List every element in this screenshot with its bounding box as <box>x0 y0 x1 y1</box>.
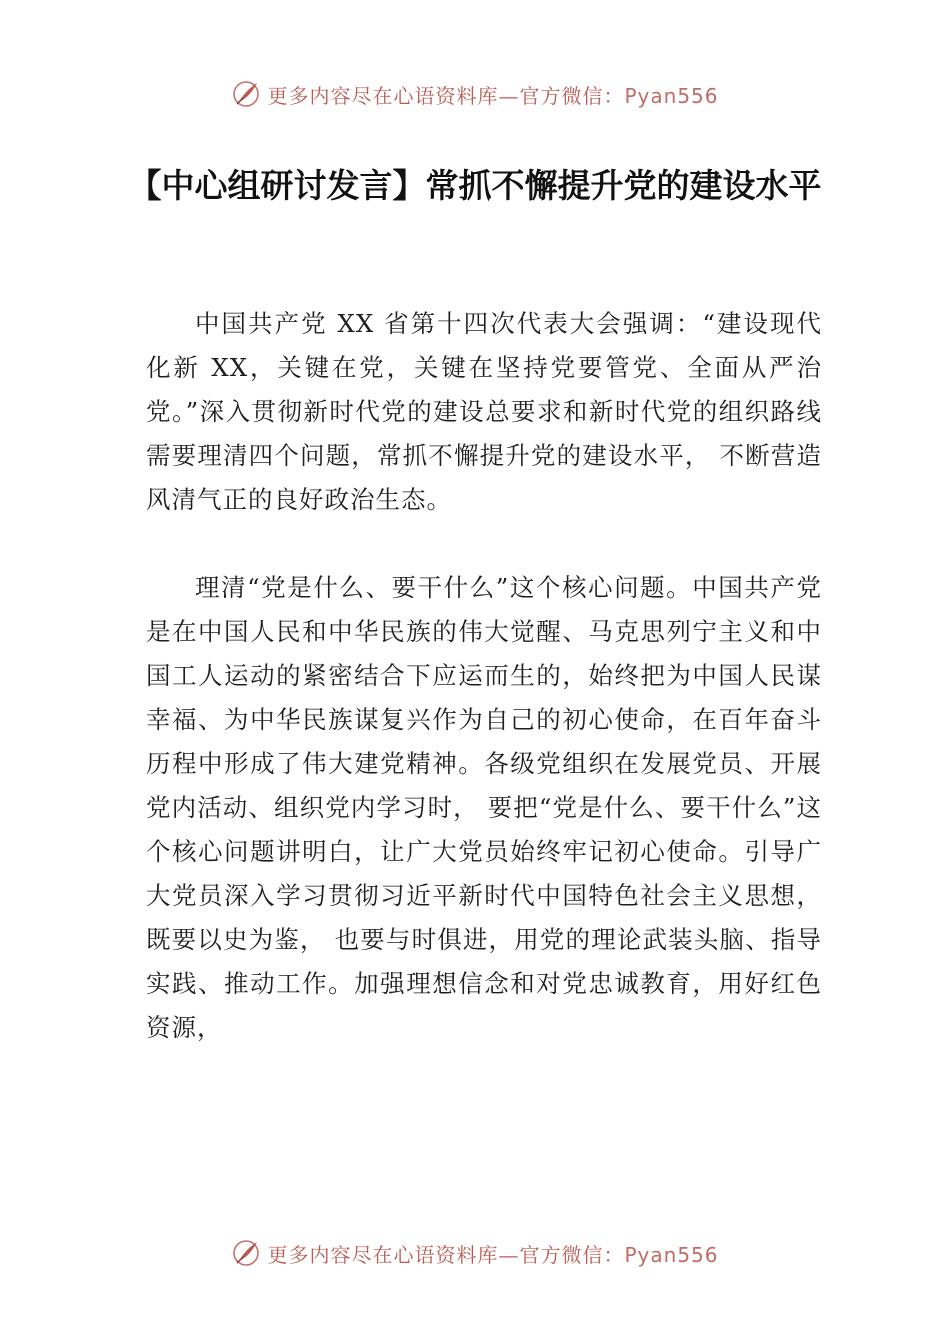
feather-pen-circle-icon <box>231 1238 261 1268</box>
watermark-text: 更多内容尽在心语资料库—官方微信：Pyan556 <box>267 83 719 108</box>
document-body <box>146 302 822 1050</box>
feather-pen-circle-icon <box>231 79 261 109</box>
footer-watermark <box>0 1233 950 1273</box>
paragraph: 中国共产党 XX 省第十四次代表大会强调：“建设现代化新 XX，关键在党，关键在坚持党要管党、全面从严治党。”深入贯彻新时代党的建设总要求和新时代党的组织路线需要理清四个问题，常抓不懈提升党的建设水平， 不断营造风清气正的良好政治生态。 <box>146 309 822 514</box>
watermark-wechat-id: Pyan556 <box>624 1242 719 1267</box>
paragraph: 理清“党是什么、要干什么”这个核心问题。中国共产党是在中国人民和中华民族的伟大觉醒、马克思列宁主义和中国工人运动的紧密结合下应运而生的，始终把为中国人民谋幸福、为中华民族谋复兴作为自己的初心使命，在百年奋斗历程中形成了伟大建党精神。各级党组织在发展党员、开展党内活动、组织党内学习时， 要把“党是什么、要干什么”这个核心问题讲明白，让广大党员始终牢记初心使命。引导广大党员深入学习贯彻习近平新时代中国特色社会主义思想，既要以史为鉴， 也要与时俱进，用党的理论武装头脑、指导实践、推动工作。加强理想信念和对党忠诚教育，用好红色资源， <box>146 573 822 1042</box>
header-watermark <box>0 74 950 114</box>
document-title: 【中心组研讨发言】常抓不懈提升党的建设水平 <box>128 166 822 205</box>
watermark-text: 更多内容尽在心语资料库—官方微信：Pyan556 <box>267 1242 719 1267</box>
watermark-wechat-id: Pyan556 <box>624 83 719 108</box>
